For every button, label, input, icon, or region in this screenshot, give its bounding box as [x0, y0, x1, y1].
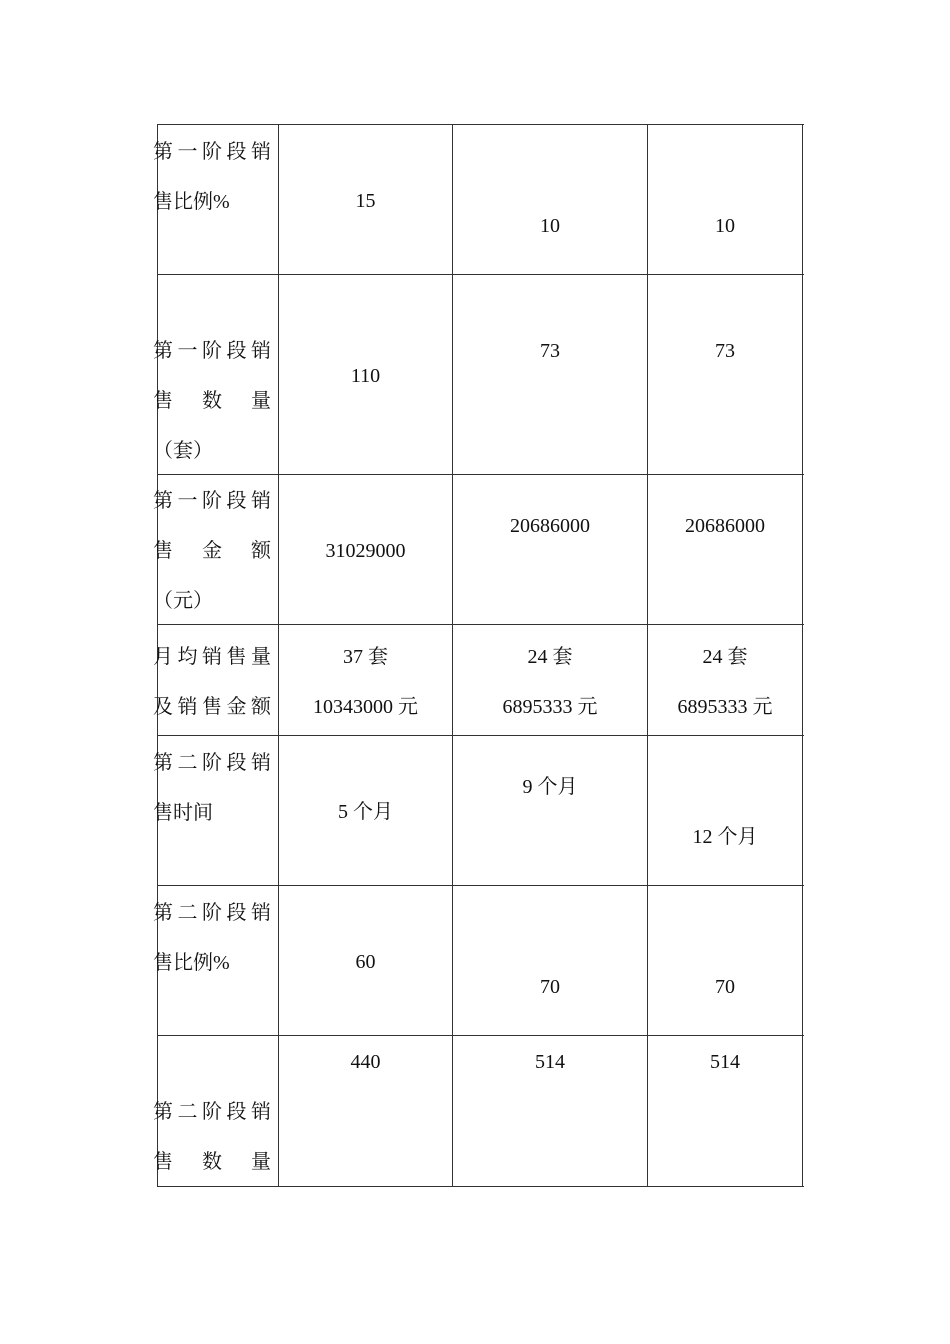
- cell-value: 60: [355, 951, 376, 973]
- label-line: 第一阶段销: [153, 141, 271, 163]
- row-label-cell: [153, 625, 279, 735]
- row-label-cell: [153, 886, 279, 1035]
- row-label: [153, 476, 271, 626]
- label-line: 第一阶段销: [153, 490, 271, 512]
- label-line: 月均销售量: [153, 646, 271, 668]
- sales-table: [153, 124, 804, 1187]
- value-cell: [279, 736, 453, 885]
- label-line: 及销售金额: [153, 696, 271, 718]
- cell-value: 514: [535, 1051, 565, 1073]
- label-line: 第一阶段销: [153, 340, 271, 362]
- row-label-cell: [153, 125, 279, 274]
- row-label-cell: [153, 275, 279, 474]
- cell-value: 73: [715, 340, 735, 362]
- label-line: 售比例%: [153, 191, 230, 213]
- cell-value: 10: [715, 215, 735, 237]
- cell-value: 10343000 元: [313, 696, 418, 718]
- cell-value: 6895333 元: [677, 696, 773, 718]
- value-cell: [279, 125, 453, 274]
- value-cell: [648, 125, 803, 274]
- label-line: 售时间: [153, 802, 213, 824]
- row-label: [153, 326, 271, 476]
- row-label-cell: [153, 736, 279, 885]
- cell-value: 70: [715, 976, 735, 998]
- value-cell: [648, 475, 803, 624]
- row-label-cell: [153, 475, 279, 624]
- table-row: [153, 625, 804, 736]
- table-row: [153, 886, 804, 1036]
- value-cell: [648, 275, 803, 474]
- cell-value: 24 套: [702, 646, 748, 668]
- label-line: 售 数 量: [153, 1151, 271, 1173]
- table-row: [153, 275, 804, 475]
- cell-value: 440: [350, 1051, 381, 1073]
- row-label: [153, 632, 271, 732]
- value-cell: [648, 1036, 803, 1186]
- label-line: 售 数 量: [153, 390, 271, 412]
- value-cell: [279, 1036, 453, 1186]
- value-cell: [279, 275, 453, 474]
- value-cell: [453, 1036, 648, 1186]
- cell-value: 514: [710, 1051, 740, 1073]
- table-row: [153, 1036, 804, 1187]
- label-line: 售 金 额: [153, 540, 271, 562]
- cell-value: 15: [355, 190, 376, 212]
- cell-value: 9 个月: [522, 776, 578, 798]
- label-line: 第二阶段销: [153, 1101, 271, 1123]
- cell-value: 20686000: [510, 515, 590, 537]
- value-cell: [453, 625, 648, 735]
- value-cell: [279, 475, 453, 624]
- cell-value: 110: [350, 365, 381, 387]
- table-row: [153, 475, 804, 625]
- value-cell: [453, 125, 648, 274]
- label-line: 第二阶段销: [153, 902, 271, 924]
- cell-value: 31029000: [325, 540, 406, 562]
- value-cell: [648, 886, 803, 1035]
- value-cell: [453, 736, 648, 885]
- row-label: [153, 1087, 271, 1187]
- value-cell: [453, 475, 648, 624]
- cell-value: 12 个月: [692, 826, 758, 848]
- cell-value: 5 个月: [338, 801, 393, 823]
- cell-value: 6895333 元: [502, 696, 598, 718]
- cell-value: 20686000: [685, 515, 765, 537]
- row-label: [153, 738, 271, 838]
- value-cell: [279, 625, 453, 735]
- cell-value: 10: [540, 215, 560, 237]
- value-cell: [648, 625, 803, 735]
- label-line: 第二阶段销: [153, 752, 271, 774]
- value-cell: [648, 736, 803, 885]
- row-label: [153, 127, 271, 227]
- cell-value: 70: [540, 976, 560, 998]
- label-line: （套）: [153, 440, 213, 462]
- value-cell: [453, 886, 648, 1035]
- table-row: [153, 125, 804, 275]
- label-line: 售比例%: [153, 952, 230, 974]
- value-cell: [279, 886, 453, 1035]
- cell-value: 24 套: [527, 646, 573, 668]
- row-label: [153, 888, 271, 988]
- label-line: （元）: [153, 590, 213, 612]
- cell-value: 73: [540, 340, 560, 362]
- table-row: [153, 736, 804, 886]
- cell-value: 37 套: [343, 646, 388, 668]
- value-cell: [453, 275, 648, 474]
- row-label-cell: [153, 1036, 279, 1186]
